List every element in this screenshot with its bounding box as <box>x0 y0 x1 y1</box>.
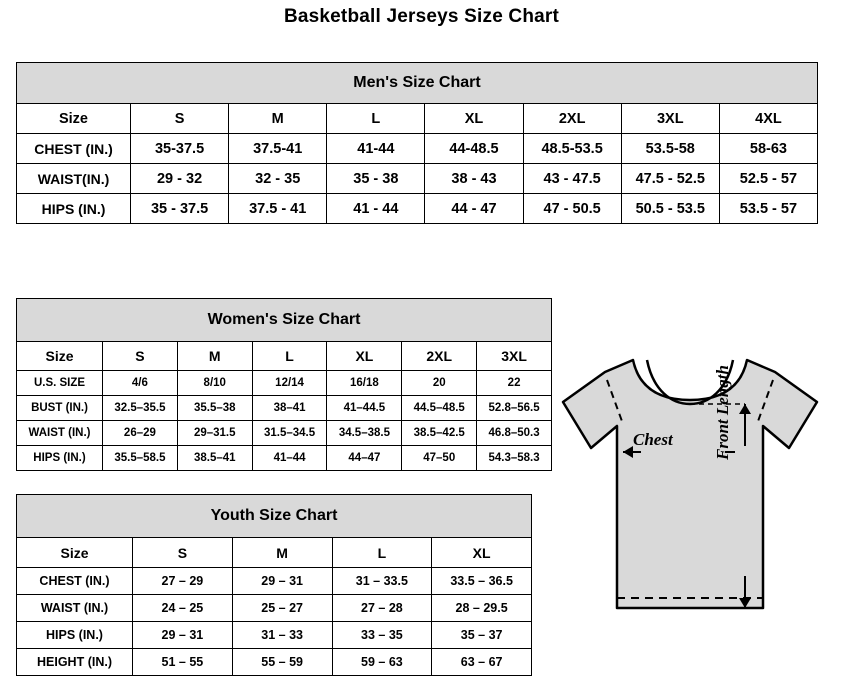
youth-chart-title: Youth Size Chart <box>17 495 532 538</box>
womens-cell: 41–44.5 <box>327 396 402 421</box>
youth-cell: 31 – 33.5 <box>332 568 432 595</box>
womens-cell: 29–31.5 <box>177 421 252 446</box>
womens-cell: 38–41 <box>252 396 327 421</box>
mens-cell: 35-37.5 <box>131 134 229 164</box>
youth-cell: 25 – 27 <box>232 595 332 622</box>
table-row <box>17 134 818 164</box>
mens-header-cell: S <box>131 104 229 134</box>
table-row <box>17 396 552 421</box>
womens-cell: 4/6 <box>103 371 178 396</box>
youth-row-label: WAIST (IN.) <box>17 595 133 622</box>
mens-cell: 47 - 50.5 <box>523 194 621 224</box>
mens-cell: 37.5 - 41 <box>229 194 327 224</box>
mens-cell: 50.5 - 53.5 <box>621 194 719 224</box>
table-row <box>17 568 532 595</box>
youth-cell: 29 – 31 <box>133 622 233 649</box>
womens-header-cell: L <box>252 342 327 371</box>
womens-cell: 26–29 <box>103 421 178 446</box>
womens-row-label: BUST (IN.) <box>17 396 103 421</box>
youth-cell: 28 – 29.5 <box>432 595 532 622</box>
womens-cell: 44.5–48.5 <box>402 396 477 421</box>
womens-cell: 35.5–38 <box>177 396 252 421</box>
table-row <box>17 446 552 471</box>
womens-cell: 8/10 <box>177 371 252 396</box>
womens-cell: 16/18 <box>327 371 402 396</box>
womens-header-cell: Size <box>17 342 103 371</box>
mens-cell: 41 - 44 <box>327 194 425 224</box>
table-row <box>17 164 818 194</box>
youth-cell: 24 – 25 <box>133 595 233 622</box>
mens-header-cell: L <box>327 104 425 134</box>
mens-row-label: CHEST (IN.) <box>17 134 131 164</box>
mens-header-row <box>17 104 818 134</box>
table-row <box>17 421 552 446</box>
mens-cell: 47.5 - 52.5 <box>621 164 719 194</box>
shirt-measurement-diagram <box>545 330 835 670</box>
womens-header-cell: XL <box>327 342 402 371</box>
womens-cell: 46.8–50.3 <box>477 421 552 446</box>
womens-header-row <box>17 342 552 371</box>
mens-cell: 38 - 43 <box>425 164 523 194</box>
youth-header-cell: XL <box>432 538 532 568</box>
table-row <box>17 194 818 224</box>
youth-header-row <box>17 538 532 568</box>
mens-row-label: WAIST(IN.) <box>17 164 131 194</box>
mens-cell: 43 - 47.5 <box>523 164 621 194</box>
youth-cell: 33.5 – 36.5 <box>432 568 532 595</box>
womens-cell: 31.5–34.5 <box>252 421 327 446</box>
youth-header-cell: Size <box>17 538 133 568</box>
mens-header-cell: Size <box>17 104 131 134</box>
youth-cell: 27 – 28 <box>332 595 432 622</box>
table-row <box>17 371 552 396</box>
youth-cell: 35 – 37 <box>432 622 532 649</box>
mens-cell: 44 - 47 <box>425 194 523 224</box>
youth-header-cell: M <box>232 538 332 568</box>
womens-cell: 44–47 <box>327 446 402 471</box>
womens-cell: 41–44 <box>252 446 327 471</box>
youth-row-label: HEIGHT (IN.) <box>17 649 133 676</box>
front-length-measure-label: Front Length <box>713 365 732 460</box>
youth-cell: 63 – 67 <box>432 649 532 676</box>
youth-size-chart-table <box>16 494 532 676</box>
womens-row-label: WAIST (IN.) <box>17 421 103 446</box>
womens-cell: 54.3–58.3 <box>477 446 552 471</box>
womens-cell: 12/14 <box>252 371 327 396</box>
youth-cell: 59 – 63 <box>332 649 432 676</box>
page-title: Basketball Jerseys Size Chart <box>283 6 560 27</box>
mens-header-cell: M <box>229 104 327 134</box>
womens-header-cell: 2XL <box>402 342 477 371</box>
womens-cell: 47–50 <box>402 446 477 471</box>
womens-row-label: HIPS (IN.) <box>17 446 103 471</box>
mens-size-chart-table <box>16 62 818 224</box>
womens-cell: 20 <box>402 371 477 396</box>
mens-header-cell: 3XL <box>621 104 719 134</box>
youth-cell: 27 – 29 <box>133 568 233 595</box>
womens-cell: 35.5–58.5 <box>103 446 178 471</box>
womens-size-chart-table <box>16 298 552 471</box>
womens-header-cell: 3XL <box>477 342 552 371</box>
mens-row-label: HIPS (IN.) <box>17 194 131 224</box>
mens-cell: 58-63 <box>719 134 817 164</box>
mens-header-cell: 4XL <box>719 104 817 134</box>
table-row <box>17 595 532 622</box>
mens-cell: 53.5-58 <box>621 134 719 164</box>
womens-cell: 22 <box>477 371 552 396</box>
womens-header-cell: S <box>103 342 178 371</box>
mens-cell: 32 - 35 <box>229 164 327 194</box>
womens-chart-title: Women's Size Chart <box>17 299 552 342</box>
mens-cell: 48.5-53.5 <box>523 134 621 164</box>
mens-chart-title: Men's Size Chart <box>17 63 818 104</box>
mens-header-cell: 2XL <box>523 104 621 134</box>
mens-chart-title-row <box>17 63 818 104</box>
youth-row-label: CHEST (IN.) <box>17 568 133 595</box>
youth-row-label: HIPS (IN.) <box>17 622 133 649</box>
youth-chart-title-row <box>17 495 532 538</box>
youth-cell: 33 – 35 <box>332 622 432 649</box>
womens-cell: 38.5–41 <box>177 446 252 471</box>
mens-cell: 35 - 38 <box>327 164 425 194</box>
youth-header-cell: S <box>133 538 233 568</box>
womens-cell: 32.5–35.5 <box>103 396 178 421</box>
mens-cell: 53.5 - 57 <box>719 194 817 224</box>
youth-cell: 31 – 33 <box>232 622 332 649</box>
youth-cell: 55 – 59 <box>232 649 332 676</box>
jersey-illustration-icon <box>545 330 835 670</box>
youth-header-cell: L <box>332 538 432 568</box>
mens-cell: 35 - 37.5 <box>131 194 229 224</box>
mens-cell: 29 - 32 <box>131 164 229 194</box>
womens-cell: 52.8–56.5 <box>477 396 552 421</box>
mens-cell: 44-48.5 <box>425 134 523 164</box>
chest-measure-label: Chest <box>633 430 673 449</box>
womens-row-label: U.S. SIZE <box>17 371 103 396</box>
womens-header-cell: M <box>177 342 252 371</box>
womens-cell: 38.5–42.5 <box>402 421 477 446</box>
womens-cell: 34.5–38.5 <box>327 421 402 446</box>
womens-chart-title-row <box>17 299 552 342</box>
mens-cell: 37.5-41 <box>229 134 327 164</box>
youth-cell: 29 – 31 <box>232 568 332 595</box>
mens-header-cell: XL <box>425 104 523 134</box>
mens-cell: 52.5 - 57 <box>719 164 817 194</box>
youth-cell: 51 – 55 <box>133 649 233 676</box>
mens-cell: 41-44 <box>327 134 425 164</box>
table-row <box>17 649 532 676</box>
table-row <box>17 622 532 649</box>
